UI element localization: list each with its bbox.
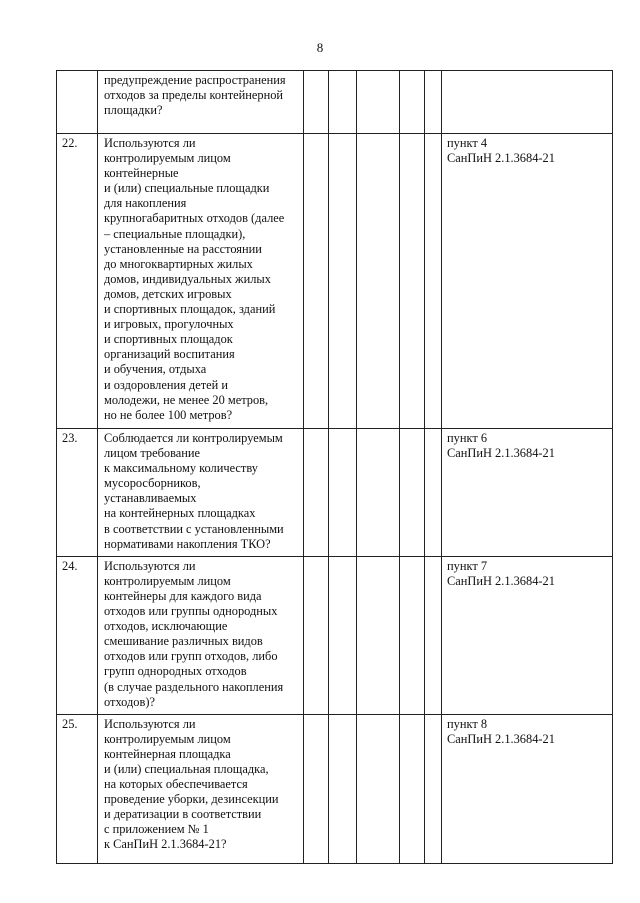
question-line: контролируемым лицом [104, 151, 231, 166]
reference-cell [442, 134, 613, 429]
table-row [57, 714, 613, 863]
question-line: домов, детских игровых [104, 286, 232, 301]
row-number: 24. [57, 556, 98, 714]
answer-cell [400, 71, 425, 134]
answer-cell [357, 429, 400, 557]
answer-cell [329, 556, 357, 714]
row-number: 25. [57, 714, 98, 863]
question-line: в соответствии с установленными [104, 521, 284, 536]
question-line: и обучения, отдыха [104, 362, 207, 377]
table-row [57, 556, 613, 714]
question-line: установленные на расстоянии [104, 241, 262, 256]
answer-cell [425, 71, 442, 134]
question-line: Используются ли [104, 716, 196, 731]
question-line: отходов, исключающие [104, 619, 228, 634]
question-line: (в случае раздельного накопления [104, 679, 284, 694]
answer-cell [304, 134, 329, 429]
question-line: Используются ли [104, 558, 196, 573]
question-cell [98, 714, 304, 863]
checklist-body [57, 71, 613, 864]
answer-cell [329, 429, 357, 557]
question-line: и (или) специальная площадка, [104, 761, 269, 776]
answer-cell [304, 556, 329, 714]
question-line: площадки? [104, 103, 163, 118]
answer-cell [400, 429, 425, 557]
question-cell [98, 134, 304, 429]
question-line: на контейнерных площадках [104, 506, 256, 521]
question-line: с приложением № 1 [104, 822, 209, 837]
question-line: устанавливаемых [104, 491, 197, 506]
question-line: мусоросборников, [104, 476, 201, 491]
answer-cell [329, 71, 357, 134]
question-line: до многоквартирных жилых [104, 256, 253, 271]
question-line: к максимальному количеству [104, 461, 258, 476]
answer-cell [357, 714, 400, 863]
reference-line: СанПиН 2.1.3684-21 [447, 573, 555, 588]
question-line: контролируемым лицом [104, 731, 231, 746]
answer-cell [357, 71, 400, 134]
reference-cell [442, 429, 613, 557]
answer-cell [304, 71, 329, 134]
answer-cell [425, 556, 442, 714]
question-line: домов, индивидуальных жилых [104, 271, 271, 286]
question-line: и дератизации в соответствии [104, 807, 262, 822]
answer-cell [357, 134, 400, 429]
reference-cell [442, 556, 613, 714]
answer-cell [329, 714, 357, 863]
question-line: Используются ли [104, 136, 196, 150]
question-line: и спортивных площадок [104, 332, 233, 347]
question-line: смешивание различных видов [104, 634, 263, 649]
question-line: крупногабаритных отходов (далее [104, 211, 285, 226]
reference-line: пункт 7 [447, 558, 488, 573]
question-line: Соблюдается ли контролируемым [104, 431, 283, 445]
reference-line: пункт 4 [447, 136, 488, 150]
reference-line: пункт 6 [447, 431, 488, 445]
reference-line: СанПиН 2.1.3684-21 [447, 446, 555, 461]
table-row [57, 71, 613, 134]
reference-line: СанПиН 2.1.3684-21 [447, 731, 555, 746]
checklist-table [56, 70, 613, 864]
answer-cell [357, 556, 400, 714]
question-line: и оздоровления детей и [104, 377, 228, 392]
question-line: контейнерные [104, 166, 179, 181]
answer-cell [425, 134, 442, 429]
question-line: для накопления [104, 196, 187, 211]
question-line: на которых обеспечивается [104, 777, 248, 792]
answer-cell [329, 134, 357, 429]
row-number: 22. [57, 134, 98, 429]
question-cell [98, 71, 304, 134]
question-line: лицом требование [104, 446, 201, 461]
question-line: отходов или групп отходов, либо [104, 649, 278, 664]
table-row [57, 134, 613, 429]
question-cell [98, 429, 304, 557]
reference-cell [442, 71, 613, 134]
table-row [57, 429, 613, 557]
question-cell [98, 556, 304, 714]
question-line: отходов за пределы контейнерной [104, 88, 284, 103]
answer-cell [304, 714, 329, 863]
question-line: к СанПиН 2.1.3684-21? [104, 837, 227, 852]
row-number: 23. [57, 429, 98, 557]
answer-cell [425, 714, 442, 863]
question-line: групп однородных отходов [104, 664, 247, 679]
answer-cell [304, 429, 329, 557]
answer-cell [400, 556, 425, 714]
question-line: контейнеры для каждого вида [104, 588, 262, 603]
reference-line: пункт 8 [447, 716, 488, 731]
question-line: – специальные площадки), [104, 226, 246, 241]
page-number: 8 [316, 40, 324, 55]
answer-cell [400, 714, 425, 863]
question-line: проведение уборки, дезинсекции [104, 792, 279, 807]
question-line: нормативами накопления ТКО? [104, 536, 271, 551]
question-line: молодежи, не менее 20 метров, [104, 392, 269, 407]
reference-cell [442, 714, 613, 863]
question-line: отходов или группы однородных [104, 604, 278, 619]
answer-cell [425, 429, 442, 557]
question-line: предупреждение распространения [104, 73, 286, 87]
answer-cell [400, 134, 425, 429]
question-line: и игровых, прогулочных [104, 317, 234, 332]
question-line: организаций воспитания [104, 347, 235, 362]
question-line: отходов)? [104, 694, 155, 709]
reference-line: СанПиН 2.1.3684-21 [447, 151, 555, 166]
question-line: контролируемым лицом [104, 573, 231, 588]
question-line: и (или) специальные площадки [104, 181, 270, 196]
question-line: контейнерная площадка [104, 746, 231, 761]
row-number [57, 71, 98, 134]
question-line: но не более 100 метров? [104, 407, 233, 422]
question-line: и спортивных площадок, зданий [104, 302, 276, 317]
